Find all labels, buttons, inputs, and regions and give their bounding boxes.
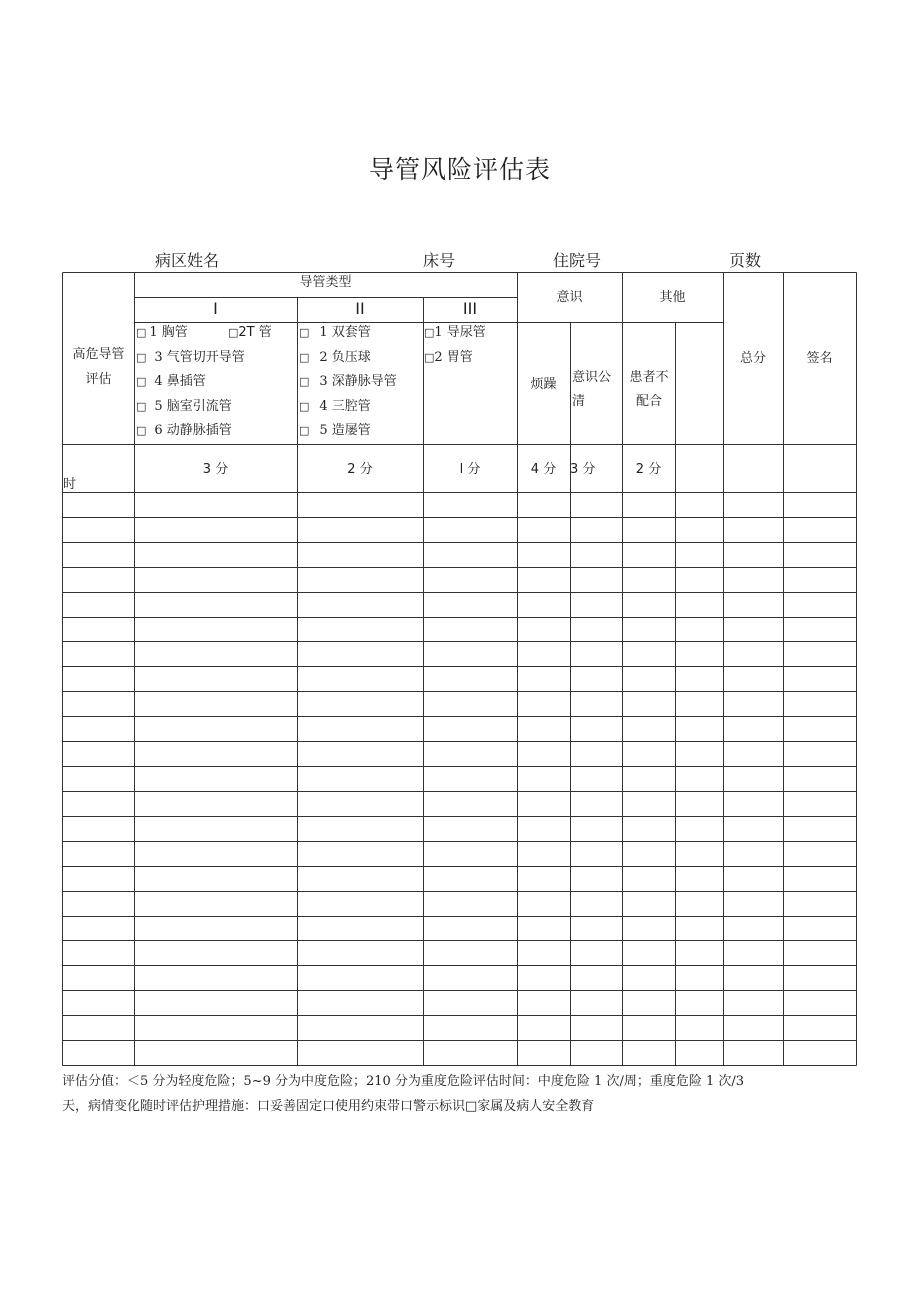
level-3-item: □2 胃管 <box>424 350 473 365</box>
uncooperative-header: 患者不配合 <box>629 370 669 409</box>
level-1-item: □2T 管 <box>228 325 272 340</box>
score-irritable: 4 分 <box>530 462 557 477</box>
high-risk-catheter-label: 高危导管评估 <box>72 347 125 387</box>
consciousness-header: 意识 <box>556 290 583 305</box>
level-2-item: □ 5 造屡管 <box>299 423 371 438</box>
level-3-item: □1 导尿管 <box>424 325 486 340</box>
checkbox-icon: □ <box>424 326 435 339</box>
level-2-header: II <box>355 299 365 318</box>
ward-name-label: 病区姓名 <box>155 251 220 270</box>
level-2-item: □ 3 深静脉导管 <box>299 374 397 389</box>
level-1-item: □ 4 鼻插管 <box>136 374 206 389</box>
level-1-item: □ 5 脑室引流管 <box>136 399 232 414</box>
checkbox-icon: □ <box>136 326 147 339</box>
irritable-header: 烦躁 <box>530 377 557 392</box>
level-1-item: □ 3 气管切开导管 <box>136 350 245 365</box>
level-3-header: III <box>462 299 478 318</box>
score-level-2: 2 分 <box>347 462 373 477</box>
score-level-3: l 分 <box>459 462 481 477</box>
level-2-item: □ 1 双套管 <box>299 325 371 340</box>
conscious-clear-header: 意识公清 <box>572 370 612 409</box>
other-header: 其他 <box>659 290 686 305</box>
catheter-type-header: 导管类型 <box>299 275 352 290</box>
admission-number-label: 住院号 <box>553 251 602 270</box>
page-title: 导管风险评估表 <box>368 155 551 184</box>
level-2-item: □ 4 三腔管 <box>299 399 371 414</box>
page-count-label: 页数 <box>729 251 762 270</box>
total-score-header: 总分 <box>739 351 766 366</box>
checkbox-icon: □ <box>299 400 310 413</box>
checkbox-icon: □ <box>228 326 239 339</box>
level-1-item: □ 6 动静脉插管 <box>136 423 232 438</box>
level-2-item: □ 2 负压球 <box>299 350 371 365</box>
notes-line-1: 评估分值：＜5 分为轻度危险；5~9 分为中度危险；210 分为重度危险评估时间：中度危险 1 次/周；重度危险 1 次/3 <box>62 1074 745 1089</box>
time-label: 时 <box>63 477 77 492</box>
checkbox-icon: □ <box>299 424 310 437</box>
checkbox-icon: □ <box>299 351 310 364</box>
score-level-1: 3 分 <box>202 462 229 477</box>
checkbox-icon: □ <box>424 351 435 364</box>
score-uncooperative: 2 分 <box>635 462 662 477</box>
bed-number-label: 床号 <box>423 251 456 270</box>
checkbox-icon: □ <box>136 351 147 364</box>
level-1-item: □ 1 胸管 <box>136 325 188 340</box>
notes-line-2: 天，病情变化随时评估护理措施：口妥善固定口使用约束带口警示标识□家属及病人安全教育 <box>62 1099 595 1114</box>
evaluation-notes <box>62 1069 862 1119</box>
checkbox-icon: □ <box>299 326 310 339</box>
checkbox-icon: □ <box>136 400 147 413</box>
checkbox-icon: □ <box>299 375 310 388</box>
checkbox-icon: □ <box>136 375 147 388</box>
checkbox-icon: □ <box>136 424 147 437</box>
score-conscious: 3 分 <box>570 462 596 477</box>
level-1-header: I <box>213 299 218 318</box>
signature-header: 签名 <box>806 351 833 366</box>
